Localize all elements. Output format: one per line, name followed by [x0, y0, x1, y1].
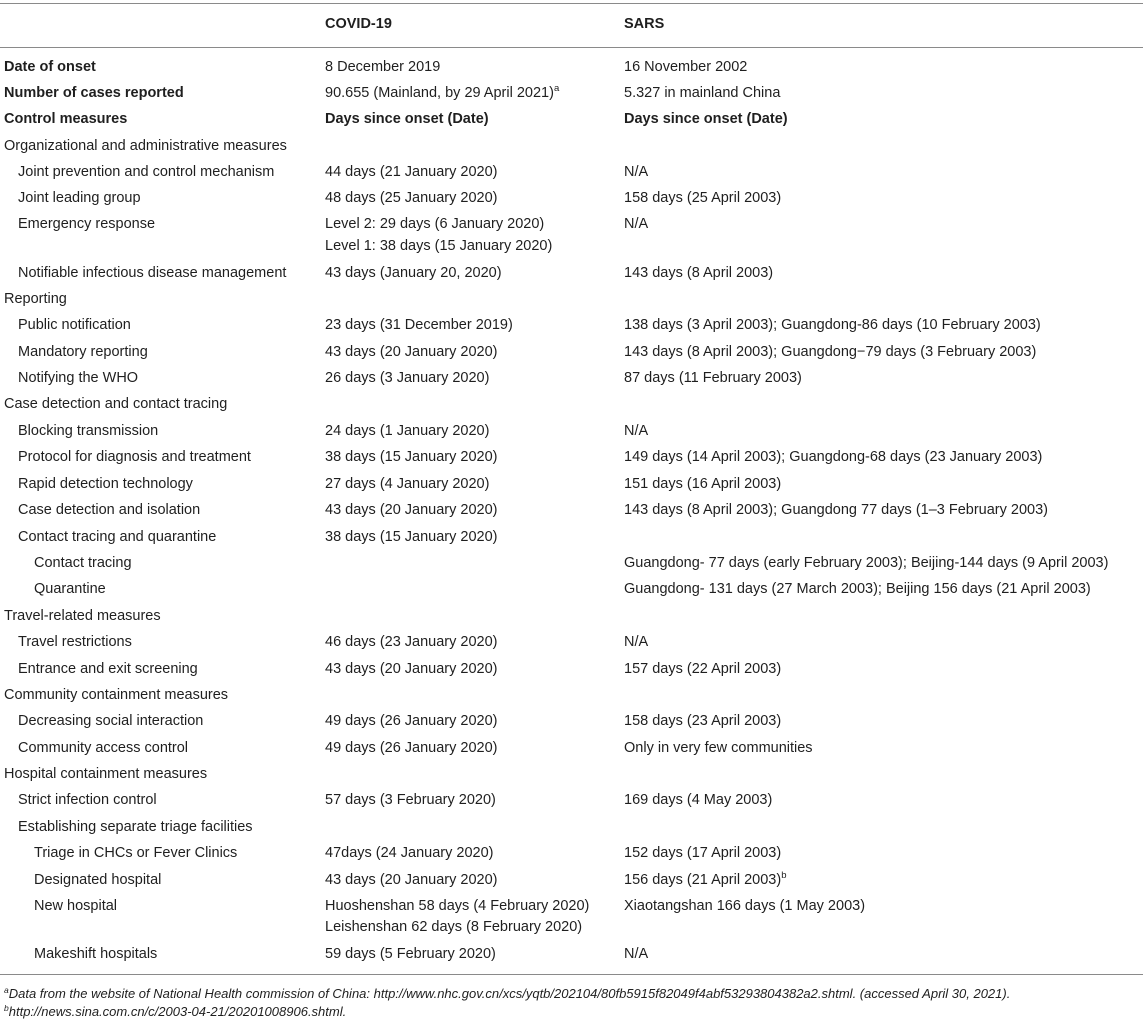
- covid-value: 48 days (25 January 2020): [325, 190, 498, 206]
- covid-value: 43 days (20 January 2020): [325, 661, 498, 677]
- row-label: New hospital: [34, 898, 118, 914]
- sars-value: N/A: [624, 216, 649, 232]
- covid-value: Huoshenshan 58 days (4 February 2020): [325, 898, 590, 914]
- row-label: Contact tracing: [34, 555, 132, 571]
- covid-value: 46 days (23 January 2020): [325, 634, 498, 650]
- row-label: Makeshift hospitals: [34, 946, 158, 962]
- section-heading: Hospital containment measures: [4, 766, 208, 782]
- sars-value: 169 days (4 May 2003): [624, 792, 773, 808]
- row-label: Joint prevention and control mechanism: [18, 164, 275, 180]
- covid-value: 43 days (20 January 2020): [325, 502, 498, 518]
- row-label: Notifiable infectious disease management: [18, 265, 287, 281]
- covid-value: 44 days (21 January 2020): [325, 164, 498, 180]
- row-label: Public notification: [18, 317, 131, 333]
- sars-value: 16 November 2002: [624, 59, 748, 75]
- covid-value: 43 days (20 January 2020): [325, 344, 498, 360]
- row-label: Blocking transmission: [18, 423, 159, 439]
- row-label: Date of onset: [4, 59, 96, 75]
- sars-value: 157 days (22 April 2003): [624, 661, 782, 677]
- covid-value: 43 days (January 20, 2020): [325, 265, 502, 281]
- section-heading: Travel-related measures: [4, 608, 161, 624]
- sars-value: 149 days (14 April 2003); Guangdong-68 days (23 January 2003): [624, 449, 1043, 465]
- row-label: Number of cases reported: [4, 85, 184, 101]
- sars-value: Only in very few communities: [624, 740, 813, 756]
- sars-value: Guangdong- 131 days (27 March 2003); Beijing 156 days (21 April 2003): [624, 581, 1091, 597]
- row-label: Quarantine: [34, 581, 106, 597]
- covid-value: 8 December 2019: [325, 59, 441, 75]
- covid-value-line2: Level 1: 38 days (15 January 2020): [325, 238, 553, 254]
- sars-value: Days since onset (Date): [624, 111, 788, 127]
- covid-value: 49 days (26 January 2020): [325, 713, 498, 729]
- covid-value: Days since onset (Date): [325, 111, 489, 127]
- sars-text: 156 days (21 April 2003): [624, 872, 782, 888]
- row-label: Case detection and isolation: [18, 502, 201, 518]
- table-bottom-rule: [0, 974, 1143, 975]
- sars-value: N/A: [624, 946, 649, 962]
- sars-value: 138 days (3 April 2003); Guangdong-86 days (10 February 2003): [624, 317, 1041, 333]
- row-label: Contact tracing and quarantine: [18, 529, 217, 545]
- footnote-ref: a: [553, 83, 560, 94]
- covid-value: 49 days (26 January 2020): [325, 740, 498, 756]
- sars-value: 158 days (25 April 2003): [624, 190, 782, 206]
- section-heading: Community containment measures: [4, 687, 229, 703]
- covid-value: [325, 83, 559, 103]
- row-label: Control measures: [4, 111, 128, 127]
- row-label: Notifying the WHO: [18, 370, 139, 386]
- row-label: Emergency response: [18, 216, 156, 232]
- covid-value: 23 days (31 December 2019): [325, 317, 513, 333]
- row-label: Protocol for diagnosis and treatment: [18, 449, 251, 465]
- sars-value: [624, 870, 786, 890]
- row-label: Joint leading group: [18, 190, 141, 206]
- row-label: Mandatory reporting: [18, 344, 148, 360]
- row-label: Travel restrictions: [18, 634, 132, 650]
- row-label: Entrance and exit screening: [18, 661, 198, 677]
- row-label: Decreasing social interaction: [18, 713, 204, 729]
- row-label: Establishing separate triage facilities: [18, 819, 253, 835]
- covid-value: 57 days (3 February 2020): [325, 792, 496, 808]
- row-label: Community access control: [18, 740, 189, 756]
- sars-value: N/A: [624, 164, 649, 180]
- footnote-text: http://news.sina.com.cn/c/2003-04-21/20201008906.shtml.: [8, 1004, 347, 1019]
- row-label: Rapid detection technology: [18, 476, 193, 492]
- covid-value: Level 2: 29 days (6 January 2020): [325, 216, 545, 232]
- footnote-ref: b: [781, 870, 787, 881]
- sars-value: 143 days (8 April 2003); Guangdong−79 days (3 February 2003): [624, 344, 1037, 360]
- row-label: Triage in CHCs or Fever Clinics: [34, 845, 238, 861]
- section-heading: Case detection and contact tracing: [4, 396, 228, 412]
- covid-value: 27 days (4 January 2020): [325, 476, 490, 492]
- covid-value: 43 days (20 January 2020): [325, 872, 498, 888]
- section-heading: Organizational and administrative measures: [4, 138, 287, 154]
- header-sars: SARS: [624, 16, 665, 32]
- sars-value: Guangdong- 77 days (early February 2003); Beijing-144 days (9 April 2003): [624, 555, 1109, 571]
- footnote-marker: a: [4, 985, 9, 995]
- footnote-marker: b: [4, 1003, 9, 1013]
- footnote-text: Data from the website of National Health commission of China: http://www.nhc.gov.cn/xcs/yqtb/202104/80fb5915f82049f4abf53293804382a2.shtml. (accessed April 30, 2021).: [8, 986, 1011, 1001]
- covid-value: 47days (24 January 2020): [325, 845, 494, 861]
- table-top-rule: [0, 3, 1143, 4]
- sars-value: Xiaotangshan 166 days (1 May 2003): [624, 898, 866, 914]
- covid-text: 90.655 (Mainland, by 29 April 2021): [325, 85, 554, 101]
- covid-value: 38 days (15 January 2020): [325, 529, 498, 545]
- sars-value: 152 days (17 April 2003): [624, 845, 782, 861]
- header-rule: [0, 47, 1143, 48]
- sars-value: N/A: [624, 634, 649, 650]
- header-covid: COVID-19: [325, 16, 392, 32]
- sars-value: 151 days (16 April 2003): [624, 476, 782, 492]
- covid-value: 26 days (3 January 2020): [325, 370, 490, 386]
- covid-value: 59 days (5 February 2020): [325, 946, 496, 962]
- footnote-a: [4, 985, 1010, 1003]
- covid-value-line2: Leishenshan 62 days (8 February 2020): [325, 919, 583, 935]
- sars-value: 143 days (8 April 2003): [624, 265, 774, 281]
- sars-value: 158 days (23 April 2003): [624, 713, 782, 729]
- covid-value: 38 days (15 January 2020): [325, 449, 498, 465]
- row-label: Strict infection control: [18, 792, 157, 808]
- sars-value: N/A: [624, 423, 649, 439]
- footnote-b: [4, 1003, 346, 1021]
- covid-value: 24 days (1 January 2020): [325, 423, 490, 439]
- sars-value: 87 days (11 February 2003): [624, 370, 802, 386]
- sars-value: 5.327 in mainland China: [624, 85, 781, 101]
- section-heading: Reporting: [4, 291, 67, 307]
- row-label: Designated hospital: [34, 872, 162, 888]
- sars-value: 143 days (8 April 2003); Guangdong 77 days (1–3 February 2003): [624, 502, 1048, 518]
